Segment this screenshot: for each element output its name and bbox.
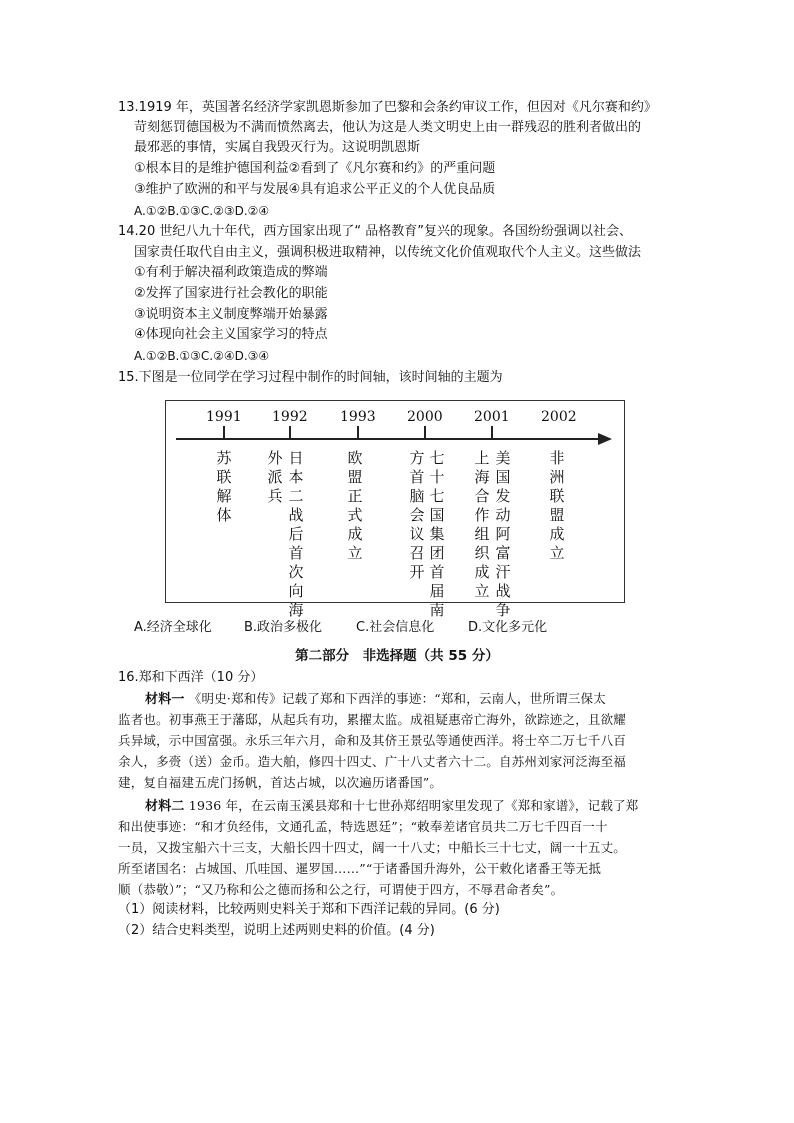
timeline-event-1992-a: 外派兵 bbox=[267, 449, 283, 505]
q15-choice-a: A.经济全球化 bbox=[134, 620, 212, 635]
q15-choice-c: C.社会信息化 bbox=[356, 620, 435, 635]
timeline-arrow-icon bbox=[598, 433, 612, 445]
q14-stem-line-1: 14.20 世纪八九十年代，西方国家出现了“ 品格教育”复兴的现象。各国纷纷强调以社会、 bbox=[118, 224, 632, 239]
material-1-line-2: 监者也。初事燕王于藩邸，从起兵有功，累擢太监。成祖疑惠帝亡海外，欲踪迹之，且欲耀 bbox=[118, 712, 627, 727]
material-2-line-3: 一员，又拨宝船六十三支，大船长四十四丈，阔一十八丈；中船长三十七丈，阔一十五丈。 bbox=[118, 840, 627, 855]
material-2-line-5: 顺（恭敬）”；“又乃称和公之德而扬和公之行，可谓使于四方，不辱君命者矣”。 bbox=[118, 882, 564, 897]
timeline-year-2001: 2001 bbox=[474, 409, 510, 425]
q13-item-line-1: ①根本目的是维护德国利益②看到了《凡尔赛和约》的严重问题 bbox=[134, 161, 496, 176]
q14-choices: A.①②B.①③C.②④D.③④ bbox=[134, 349, 270, 363]
q14-stem-line-2: 国家责任取代自由主义，强调积极进取精神，以传统文化价值观取代个人主义。这些做法 bbox=[134, 245, 642, 260]
timeline-event-1991: 苏联解体 bbox=[216, 449, 232, 524]
material-1-line-5: 建，复自福建五虎门扬帆，首达占城，以次遍历诸番国”。 bbox=[118, 775, 443, 790]
timeline-event-1993: 欧盟正式成立 bbox=[347, 449, 363, 562]
material-1-label: 材料一 bbox=[145, 692, 185, 707]
q13-stem-line-1: 13.1919 年，英国著名经济学家凯恩斯参加了巴黎和会条约审议工作，但因对《凡尔赛和约》 bbox=[118, 100, 657, 115]
timeline-year-1991: 1991 bbox=[206, 409, 242, 425]
timeline-year-2002: 2002 bbox=[541, 409, 577, 425]
timeline-axis bbox=[176, 438, 604, 440]
timeline-tick bbox=[424, 426, 426, 438]
material-1-line-1: 《明史·郑和传》记载了郑和下西洋的事迹：“郑和，云南人，世所谓三保太 bbox=[188, 691, 606, 706]
q16-title: 16.郑和下西洋（10 分） bbox=[118, 670, 264, 685]
q13-item-line-2: ③维护了欧洲的和平与发展④具有追求公平正义的个人优良品质 bbox=[134, 182, 496, 197]
q13-choices: A.①②B.①③C.②③D.②④ bbox=[134, 204, 270, 218]
q14-item-2: ②发挥了国家进行社会教化的职能 bbox=[134, 286, 328, 301]
timeline-year-1993: 1993 bbox=[340, 409, 376, 425]
timeline-year-2000: 2000 bbox=[407, 409, 443, 425]
timeline-figure bbox=[165, 400, 625, 619]
part2-title: 第二部分 非选择题（共 55 分） bbox=[295, 648, 499, 664]
q16-subquestion-2: （2）结合史料类型，说明上述两则史料的价值。(4 分) bbox=[118, 923, 435, 938]
q14-item-3: ③说明资本主义制度弊端开始暴露 bbox=[134, 307, 328, 322]
timeline-tick bbox=[357, 426, 359, 438]
timeline-tick bbox=[491, 426, 493, 438]
q13-stem-line-2: 苛刻惩罚德国极为不满而愤然离去，他认为这是人类文明史上由一群残忍的胜利者做出的 bbox=[134, 120, 642, 135]
timeline-year-1992: 1992 bbox=[272, 409, 308, 425]
q15-choice-b: B.政治多极化 bbox=[244, 620, 323, 635]
timeline-event-2000-b: 七十七国集团首届南 bbox=[429, 449, 445, 619]
material-1-line-3: 兵异域，示中国富强。永乐三年六月，命和及其侪王景弘等通使西洋。将士卒二万七千八百 bbox=[118, 733, 627, 748]
material-2-label: 材料二 bbox=[145, 799, 185, 814]
timeline-event-2000-a: 方首脑会议召开 bbox=[409, 449, 425, 581]
material-2-line-4: 所至诸国名：占城国、爪哇国、暹罗国……”“于诸番国升海外，公干敕化诸番王等无抵 bbox=[118, 861, 602, 876]
q14-item-1: ①有利于解决福利政策造成的弊端 bbox=[134, 265, 328, 280]
timeline-event-1992-b: 日本二战后首次向海 bbox=[288, 449, 304, 619]
timeline-tick bbox=[289, 426, 291, 438]
q16-subquestion-1: （1）阅读材料，比较两则史料关于郑和下西洋记载的异同。(6 分) bbox=[118, 902, 500, 917]
q15-stem: 15.下图是一位同学在学习过程中制作的时间轴，该时间轴的主题为 bbox=[118, 370, 503, 385]
material-2-line-1: 1936 年，在云南玉溪县郑和十七世孙郑绍明家里发现了《郑和家谱》，记载了郑 bbox=[188, 798, 639, 813]
material-2-line-2: 和出使事迹：“和才负经伟，文通孔孟，特选恩廷”；“敕奉差诸官员共二万七千四百一十 bbox=[118, 819, 608, 834]
timeline-event-2001-a: 上海合作组织成立 bbox=[474, 449, 490, 600]
timeline-tick bbox=[223, 426, 225, 438]
q15-choice-d: D.文化多元化 bbox=[468, 620, 548, 635]
timeline-event-2002: 非洲联盟成立 bbox=[549, 449, 565, 562]
material-1-line-4: 余人，多赍（送）金币。造大舶，修四十四丈、广十八丈者六十二。自苏州刘家河泛海至福 bbox=[118, 754, 627, 769]
timeline-event-2001-b: 美国发动阿富汗战争 bbox=[495, 449, 511, 619]
q13-stem-line-3: 最邪恶的事情，实属自我毁灭行为。这说明凯恩斯 bbox=[134, 140, 421, 155]
q14-item-4: ④体现向社会主义国家学习的特点 bbox=[134, 327, 328, 342]
